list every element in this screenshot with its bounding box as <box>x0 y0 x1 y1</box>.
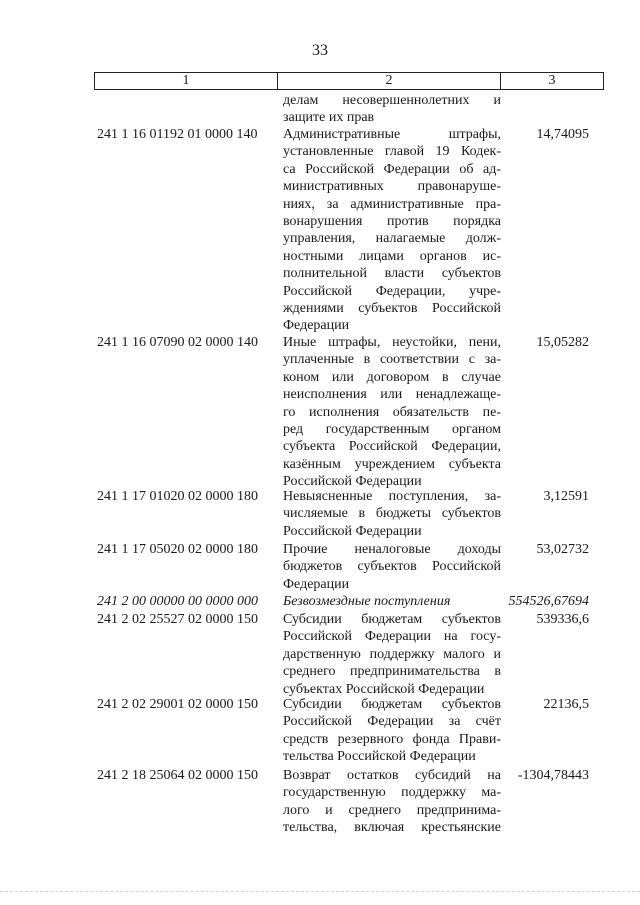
description-line: средств резервного фонда Прави- <box>283 731 501 747</box>
row-code: 241 1 16 01192 01 0000 140 <box>97 127 258 142</box>
header-col-3: 3 <box>548 73 556 88</box>
table-header <box>94 72 604 90</box>
description-line: Иные штрафы, неустойки, пени, <box>283 335 501 350</box>
row-amount: 53,02732 <box>536 542 589 557</box>
description-line: субъектах Российской Федерации <box>283 681 485 697</box>
description-line: дарственную поддержку малого и <box>283 646 501 662</box>
row-code: 241 1 17 01020 02 0000 180 <box>97 489 258 504</box>
description-line: ред государственным органом <box>283 422 501 438</box>
description-line: вонарушения против порядка <box>283 214 501 230</box>
description-line: са Российской Федерации об ад- <box>283 161 501 177</box>
row-code: 241 1 17 05020 02 0000 180 <box>97 542 258 557</box>
row-code: 241 2 02 29001 02 0000 150 <box>97 697 258 712</box>
description-line: Субсидии бюджетам субъектов <box>283 612 501 627</box>
row-amount: -1304,78443 <box>517 768 589 783</box>
description-line: Российской Федерации <box>283 523 422 539</box>
description-line: среднего предпринимательства в <box>283 664 501 680</box>
page-edge-divider <box>0 891 640 893</box>
description-line: Субсидии бюджетам субъектов <box>283 697 501 712</box>
description-line: ностными лицами органов ис- <box>283 248 501 264</box>
description-line: министративных правонаруше- <box>283 179 501 195</box>
row-amount: 15,05282 <box>536 335 589 350</box>
description-line: Прочие неналоговые доходы <box>283 542 501 557</box>
page-number: 33 <box>312 42 328 59</box>
description-line: Административные штрафы, <box>283 127 501 142</box>
header-col-1: 1 <box>95 73 278 89</box>
description-line: Федерации <box>283 318 350 334</box>
description-line: бюджетов субъектов Российской <box>283 559 501 575</box>
row-amount: 539336,6 <box>536 612 589 627</box>
description-line: ждениями субъектов Российской <box>283 301 501 317</box>
header-col-2: 2 <box>278 73 501 89</box>
description-line: Безвозмездные поступления <box>283 594 451 609</box>
row-code: 241 2 18 25064 02 0000 150 <box>97 768 258 783</box>
description-line: числяемые в бюджеты субъектов <box>283 506 501 522</box>
description-line: Федерации <box>283 576 350 592</box>
row-description <box>283 488 501 540</box>
description-line: Российской Федерации за счёт <box>283 714 501 730</box>
row-description <box>283 126 501 335</box>
description-line: установленные главой 19 Кодек- <box>283 144 501 160</box>
description-line: управления, налагаемые долж- <box>283 231 501 247</box>
description-line: субъекта Российской Федерации, <box>283 439 501 455</box>
row-description <box>283 696 501 766</box>
description-line: неисполнения или ненадлежаще- <box>283 387 501 403</box>
row-amount: 554526,67694 <box>508 594 589 609</box>
description-line: ниях, за административные пра- <box>283 196 501 212</box>
row-description <box>283 92 501 127</box>
description-line: защите их прав <box>283 110 375 126</box>
description-line: делам несовершеннолетних и <box>283 93 501 108</box>
row-description <box>283 334 501 491</box>
row-description <box>283 593 501 610</box>
row-description <box>283 611 501 698</box>
row-description <box>283 541 501 593</box>
description-line: уплаченные в соответствии с за- <box>283 352 501 368</box>
description-line: казённым учреждением субъекта <box>283 456 501 472</box>
description-line: Российской Федерации на госу- <box>283 629 501 645</box>
description-line: полнительной власти субъектов <box>283 266 501 282</box>
row-amount: 22136,5 <box>543 697 589 712</box>
description-line: лого и среднего предпринима- <box>283 802 501 818</box>
description-line: Невыясненные поступления, за- <box>283 489 501 504</box>
description-line: Российской Федерации <box>283 474 422 490</box>
description-line: го исполнения обязательств пе- <box>283 404 501 420</box>
row-code: 241 1 16 07090 02 0000 140 <box>97 335 258 350</box>
row-amount: 14,74095 <box>536 127 589 142</box>
description-line: тельства, включая крестьянские <box>283 820 501 836</box>
description-line: Российской Федерации, учре- <box>283 283 501 299</box>
description-line: тельства Российской Федерации <box>283 749 476 765</box>
row-code: 241 2 02 25527 02 0000 150 <box>97 612 258 627</box>
row-description <box>283 767 501 837</box>
description-line: коном или договором в случае <box>283 369 501 385</box>
description-line: государственную поддержку ма- <box>283 785 501 801</box>
description-line: Возврат остатков субсидий на <box>283 768 501 783</box>
row-code: 241 2 00 00000 00 0000 000 <box>97 594 258 609</box>
row-amount: 3,12591 <box>543 489 589 504</box>
